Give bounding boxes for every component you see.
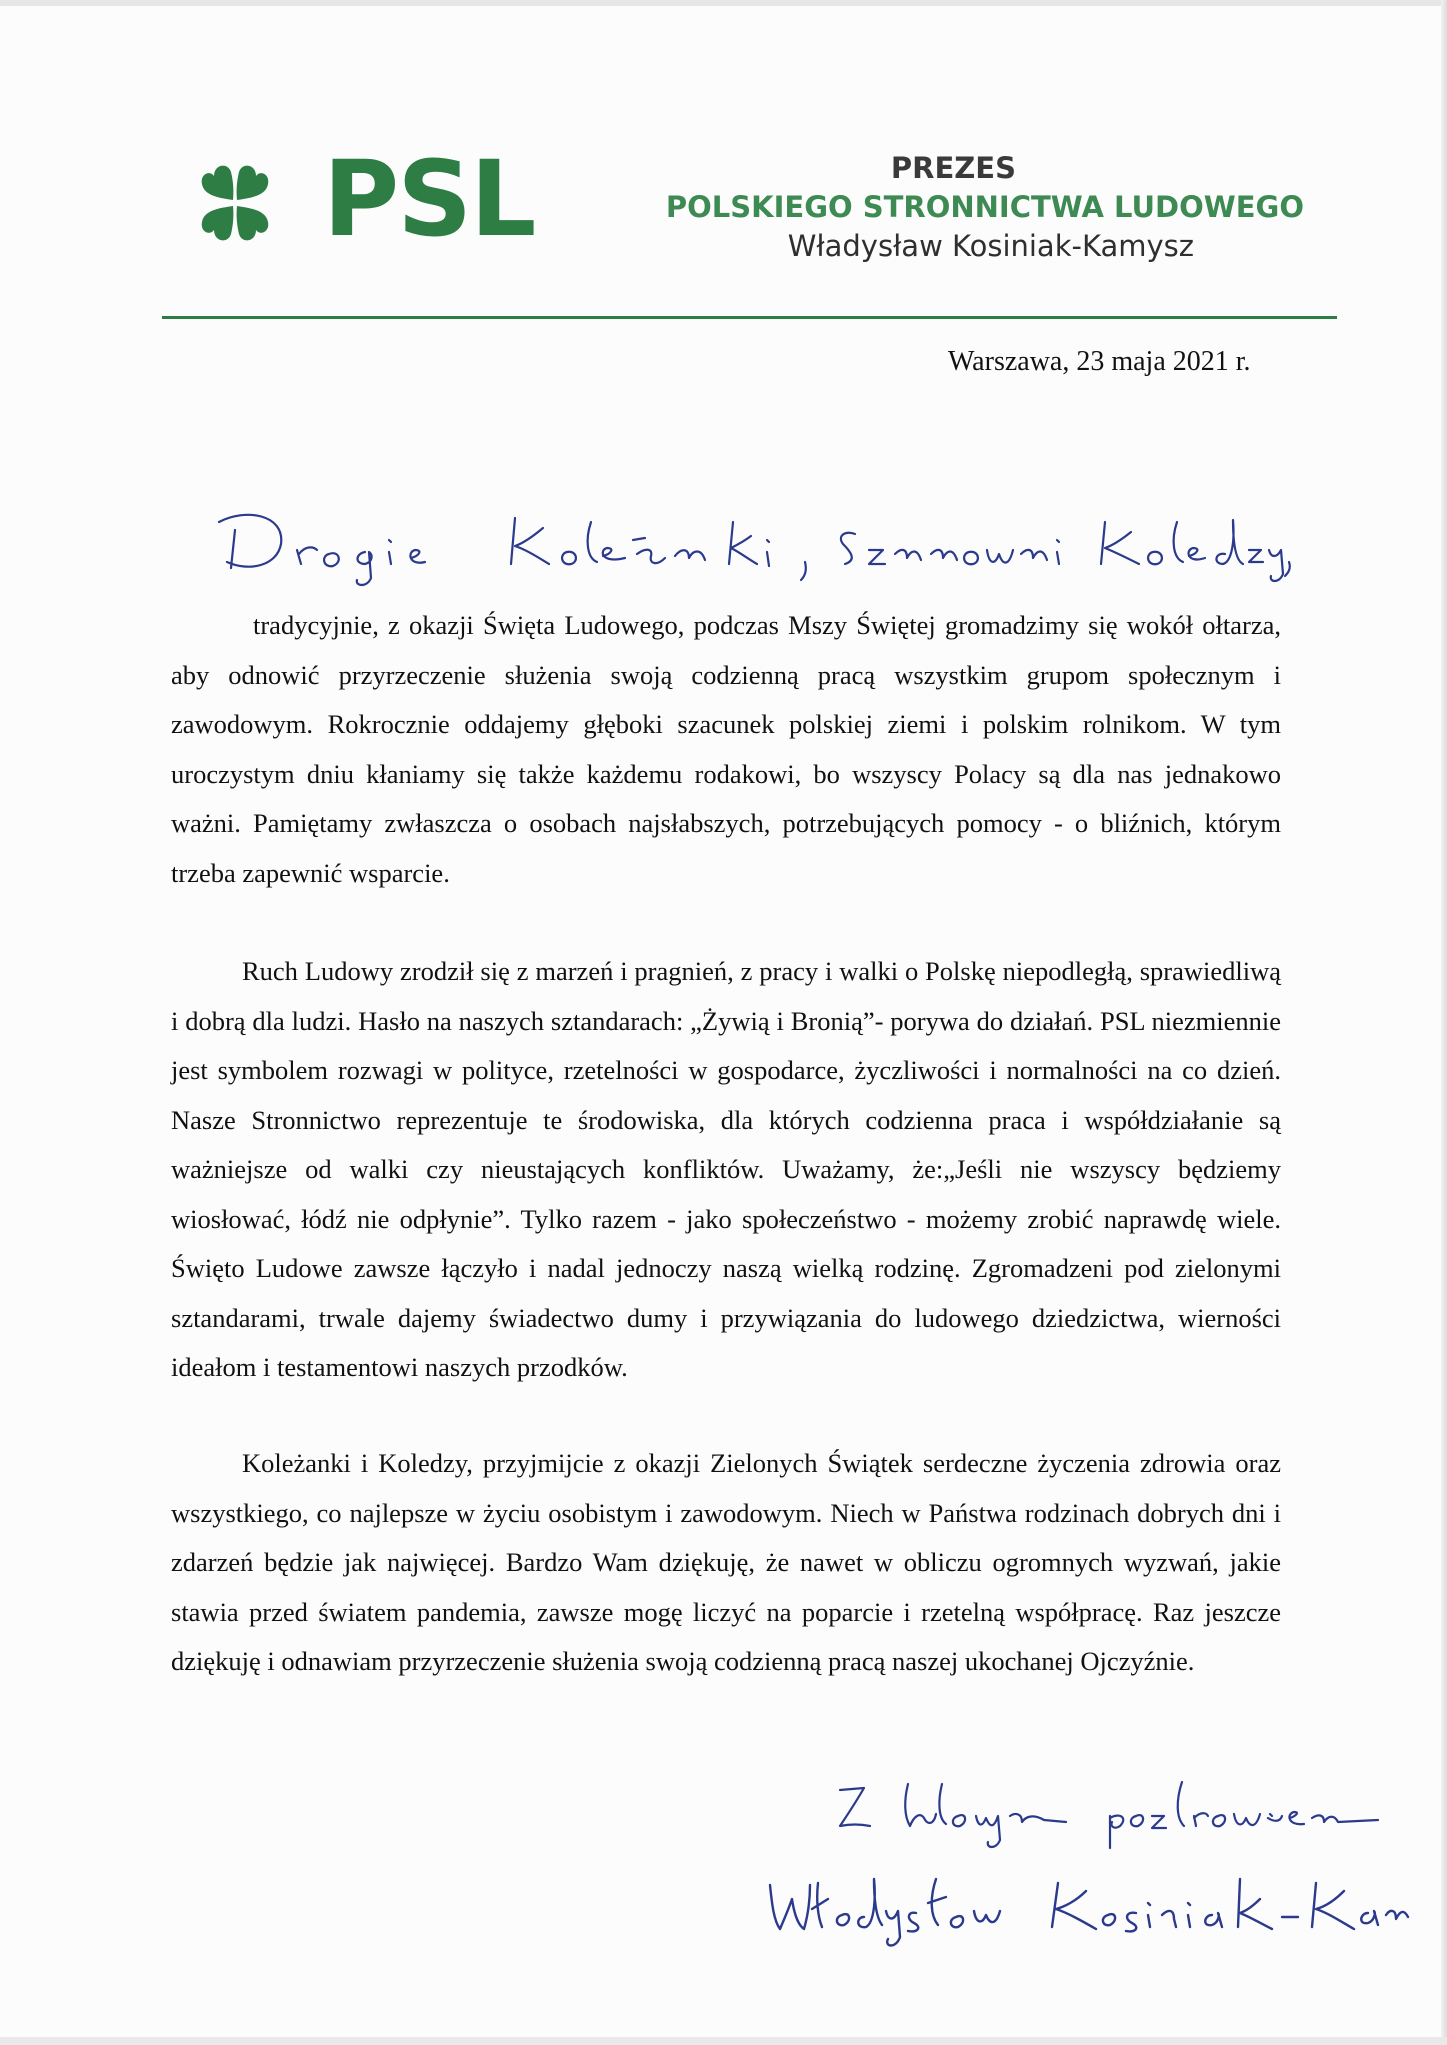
letterhead-title: PREZES xyxy=(890,151,1016,185)
scan-edge-top xyxy=(0,0,1447,6)
logo-wordmark: PSL xyxy=(323,138,535,260)
clover-icon xyxy=(180,154,290,254)
handwritten-signature xyxy=(760,1855,1410,1975)
letterhead-name: Władysław Kosiniak-Kamysz xyxy=(787,229,1194,263)
scan-edge-bottom xyxy=(0,2037,1447,2045)
paragraph-3-text: Koleżanki i Koledzy, przyjmijcie z okazji Zielonych Świątek serdeczne życzenia zdrowia oraz wszystkiego, co najlepsze w życiu osobistym i zawodowym. Niech w Państwa rodzinach dobrych dni i zdarzeń będzie jak najwięcej. Bardzo Wam dziękuję, że nawet w obliczu ogromnych wyzwań, jakie stawia przed światem pandemia, zawsze mogę liczyć na poparcie i rzetelną współpracę. Raz jeszcze dziękuję i odnawiam przyrzeczenie służenia swoją codzienną pracą naszej ukochanej Ojczyźnie. xyxy=(171,1448,1281,1676)
letter-date: Warszawa, 23 maja 2021 r. xyxy=(948,346,1251,377)
letterhead xyxy=(584,150,1304,266)
paragraph-2 xyxy=(171,947,1281,1393)
letterhead-organization: POLSKIEGO STRONNICTWA LUDOWEGO xyxy=(665,190,1304,224)
header-divider xyxy=(162,316,1337,319)
paragraph-2-text: Ruch Ludowy zrodził się z marzeń i pragnień, z pracy i walki o Polskę niepodległą, sprawiedliwą i dobrą dla ludzi. Hasło na naszych sztandarach: „Żywią i Bronią”- porywa do działań. PSL niezmiennie jest symbolem rozwagi w polityce, rzetelności w gospodarce, życzliwości i normalności na co dzień. Nasze Stronnictwo reprezentuje te środowiska, dla których codzienna praca i współdziałanie są ważniejsze od walki czy nieustających konfliktów. Uważamy, że:„Jeśli nie wszyscy będziemy wiosłować, łódź nie odpłynie”. Tylko razem - jako społeczeństwo - możemy zrobić naprawdę wiele. Święto Ludowe zawsze łączyło i nadal jednoczy naszą wielką rodzinę. Zgromadzeni pod zielonymi sztandarami, trwale dajemy świadectwo dumy i przywiązania do ludowego dziedzictwa, wierności ideałom i testamentowi naszych przodków. xyxy=(171,956,1281,1382)
paragraph-3 xyxy=(171,1439,1281,1687)
psl-logo xyxy=(180,138,540,260)
paragraph-1 xyxy=(171,601,1281,898)
handwritten-salutation xyxy=(205,500,1305,610)
scan-edge-right xyxy=(1441,0,1447,2045)
handwritten-closing xyxy=(830,1770,1390,1860)
paragraph-1-text: tradycyjnie, z okazji Święta Ludowego, podczas Mszy Świętej gromadzimy się wokół ołtarza, aby odnowić przyrzeczenie służenia swoją codzienną pracą wszystkim grupom społecznym i zawodowym. Rokrocznie oddajemy głęboki szacunek polskiej ziemi i polskim rolnikom. W tym uroczystym dniu kłaniamy się także każdemu rodakowi, bo wszyscy Polacy są dla nas jednakowo ważni. Pamiętamy zwłaszcza o osobach najsłabszych, potrzebujących pomocy - o bliźnich, którym trzeba zapewnić wsparcie. xyxy=(171,610,1281,888)
